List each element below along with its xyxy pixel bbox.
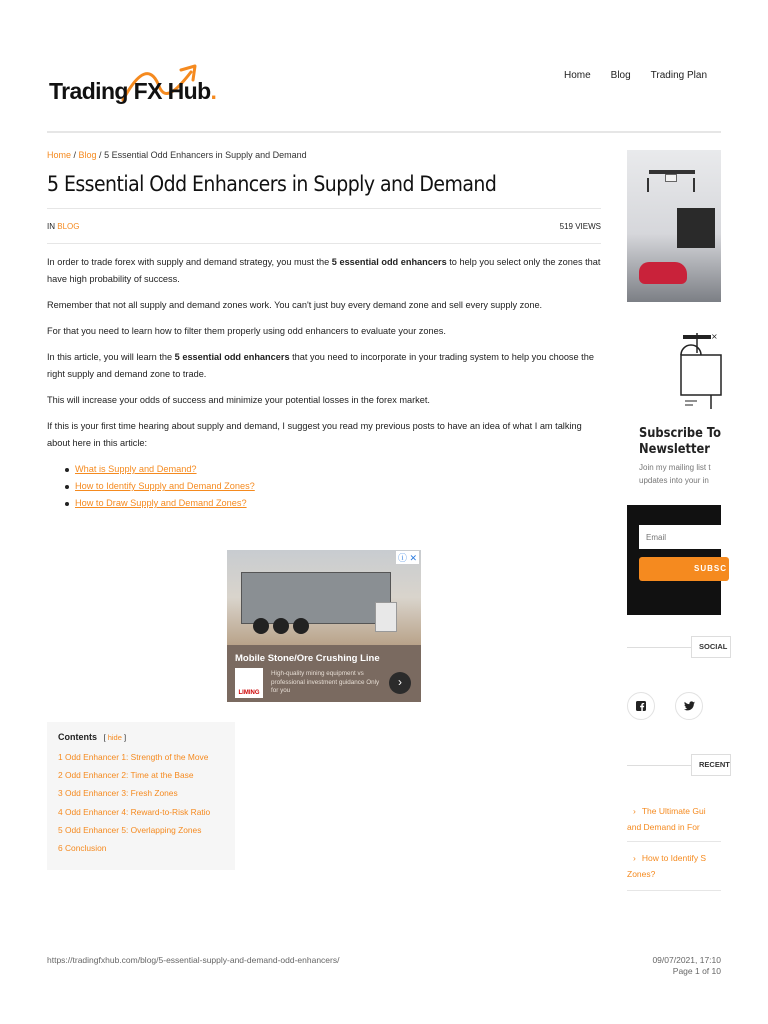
subscribe-description: updates into your in: [639, 476, 709, 485]
paragraph: In order to trade forex with supply and demand strategy, you must the 5 essential odd enhancers to help you select only the zones that have high probability of success.: [47, 257, 601, 284]
post-meta: [47, 208, 601, 244]
toc-item[interactable]: 4 Odd Enhancer 4: Reward-to-Risk Ratio: [58, 806, 211, 817]
list-item: [75, 495, 601, 512]
nav-blog[interactable]: Blog: [610, 70, 631, 81]
view-count: 519 VIEWS: [559, 222, 601, 231]
subscribe-title: Newsletter: [639, 441, 710, 457]
subscribe-button[interactable]: SUBSC: [639, 557, 729, 581]
twitter-icon: [684, 701, 695, 711]
logo-dot: .: [210, 78, 217, 104]
ad-image: [227, 550, 421, 645]
toc-heading: Contents: [58, 732, 97, 742]
site-logo[interactable]: [49, 60, 249, 110]
breadcrumb: [47, 150, 601, 160]
ad-next-icon[interactable]: ›: [389, 672, 411, 694]
page-title: 5 Essential Odd Enhancers in Supply and Demand: [47, 172, 497, 196]
table-of-contents: Contents [ hide ] 1 Odd Enhancer 1: Strength of the Move 2 Odd Enhancer 2: Time at the Base 3 Odd Enhancer 3: Fresh Zones 4 Odd Enhancer 4: Reward-to-Risk Ratio 5 Odd Enhancer 5: Overlapping Zones 6 Conclusion: [47, 722, 235, 870]
category-link[interactable]: BLOG: [57, 222, 80, 231]
list-item: [75, 478, 601, 495]
print-url: https://tradingfxhub.com/blog/5-essential-supply-and-demand-odd-enhancers/: [47, 955, 340, 965]
advertisement[interactable]: [227, 550, 421, 702]
recent-post-link[interactable]: › The Ultimate Gui and Demand in For: [627, 806, 706, 832]
divider: [627, 841, 721, 842]
breadcrumb-sep: /: [96, 150, 105, 160]
recent-post-link[interactable]: › How to Identify S Zones?: [627, 853, 707, 879]
link-draw-zones[interactable]: How to Draw Supply and Demand Zones?: [75, 498, 247, 508]
toc-item[interactable]: 6 Conclusion: [58, 843, 107, 854]
divider: [627, 890, 721, 891]
breadcrumb-blog[interactable]: Blog: [78, 150, 97, 160]
print-info: [652, 955, 721, 977]
header-divider: [47, 131, 721, 133]
paragraph: For that you need to learn how to filter them properly using odd enhancers to evaluate your zones.: [47, 326, 446, 336]
nav-trading-plan[interactable]: Trading Plan: [650, 70, 707, 81]
ad-description: High-quality mining equipment vs professional investment guidance Only for you: [271, 670, 380, 694]
logo-text: Trading FX Hub: [49, 78, 211, 104]
facebook-icon: [636, 701, 646, 711]
paragraph: In this article, you will learn the 5 essential odd enhancers that you need to incorporate in your trading system to help you choose the right supply and demand zone to trade.: [47, 352, 594, 379]
nav-home[interactable]: Home: [563, 70, 591, 81]
breadcrumb-current: 5 Essential Odd Enhancers in Supply and Demand: [104, 150, 307, 160]
list-item: [75, 461, 601, 478]
subscribe-description: Join my mailing list t: [639, 463, 711, 472]
ad-title[interactable]: Mobile Stone/Ore Crushing Line: [235, 653, 380, 664]
facebook-button[interactable]: [627, 692, 655, 720]
main-nav: [564, 70, 707, 81]
link-identify-zones[interactable]: How to Identify Supply and Demand Zones?: [75, 481, 255, 491]
email-field[interactable]: [639, 525, 729, 549]
site-header: [47, 60, 721, 130]
recent-heading: RECENT: [691, 754, 731, 776]
toc-hide-toggle[interactable]: hide: [107, 733, 122, 742]
svg-text:×: ×: [711, 332, 718, 341]
chevron-right-icon: ›: [633, 853, 636, 863]
page-number: Page 1 of 10: [672, 966, 721, 976]
paragraph: If this is your first time hearing about supply and demand, I suggest you read my previous posts to have an idea of what I am talking about here in this article:: [47, 421, 582, 448]
breadcrumb-home[interactable]: Home: [47, 150, 72, 160]
category-prefix: IN: [47, 222, 58, 231]
twitter-button[interactable]: [675, 692, 703, 720]
sidebar-ad[interactable]: [627, 150, 721, 302]
toc-item[interactable]: 5 Odd Enhancer 5: Overlapping Zones: [58, 824, 202, 835]
chevron-right-icon: ›: [633, 806, 636, 816]
sidebar: [627, 150, 730, 910]
toc-item[interactable]: 2 Odd Enhancer 2: Time at the Base: [58, 770, 194, 781]
ad-choices-icon[interactable]: ⓘ ✕: [397, 553, 417, 563]
link-what-is-supply-demand[interactable]: What is Supply and Demand?: [75, 464, 197, 474]
ad-brand-logo: LIMING: [235, 668, 263, 698]
paragraph: This will increase your odds of success and minimize your potential losses in the forex market.: [47, 395, 430, 405]
subscribe-form: [627, 505, 728, 615]
toc-item[interactable]: 1 Odd Enhancer 1: Strength of the Move: [58, 752, 209, 762]
article-body: [47, 254, 601, 512]
article-main: [47, 150, 601, 512]
breadcrumb-sep: /: [71, 150, 79, 160]
related-links: [75, 461, 601, 512]
paragraph: Remember that not all supply and demand zones work. You can't just buy every demand zone and sell every supply zone.: [47, 300, 543, 310]
toc-item[interactable]: 3 Odd Enhancer 3: Fresh Zones: [58, 788, 178, 799]
print-date: 09/07/2021, 17:10: [652, 955, 721, 965]
subscribe-title: Subscribe To: [639, 425, 722, 441]
social-heading: SOCIAL: [691, 636, 731, 658]
mailbox-icon: [627, 325, 721, 415]
